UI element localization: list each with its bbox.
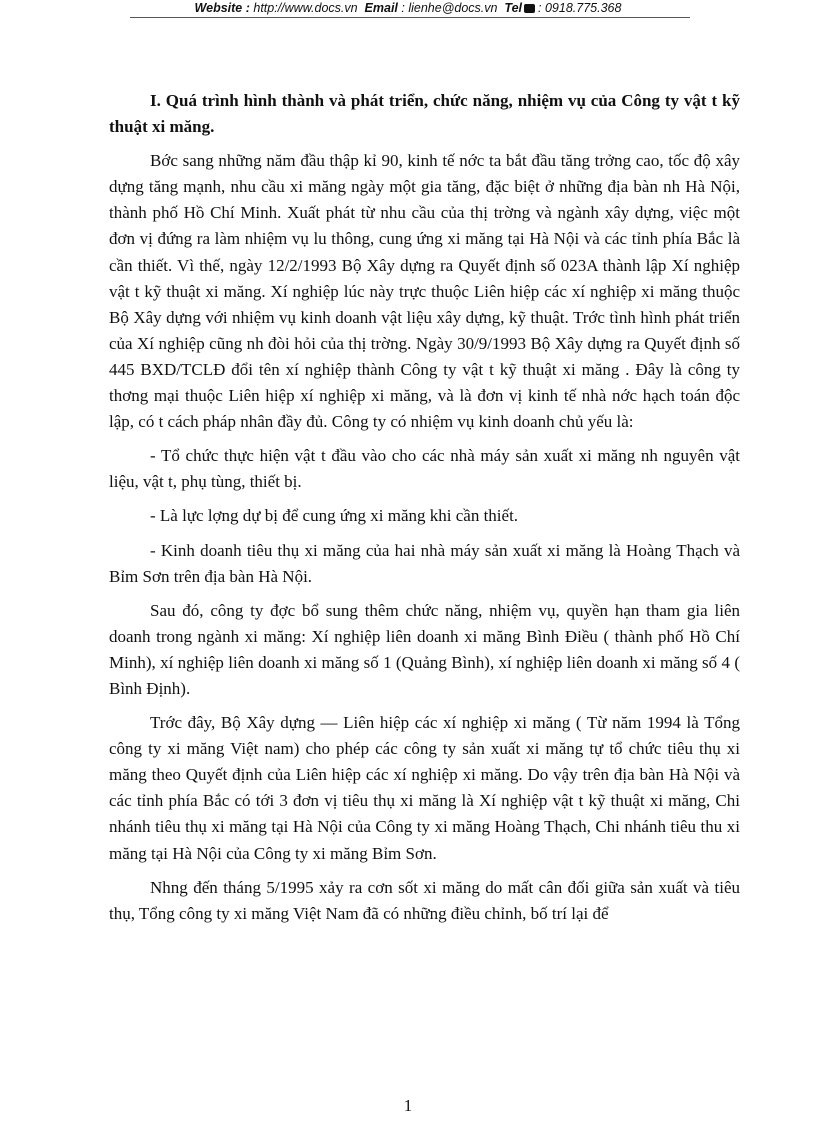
header-divider	[130, 17, 690, 18]
email-value[interactable]: : lienhe@docs.vn	[401, 1, 498, 15]
paragraph: Sau đó, công ty đợc bổ sung thêm chức năng, nhiệm vụ, quyền hạn tham gia liên doanh trong ngành xi măng: Xí nghiệp liên doanh xi măng Bình Điều ( thành phố Hồ Chí Minh), xí nghiệp liên doanh xi măng số 1 (Quảng Bình), xí nghiệp liên doanh xi măng số 4 ( Bình Định).	[109, 600, 740, 698]
page-number: 1	[403, 1096, 413, 1115]
website-label: Website :	[194, 1, 250, 15]
bullet-paragraph: - Là lực lợng dự bị để cung ứng xi măng khi cần thiết.	[150, 506, 519, 526]
bullet-paragraph: - Tổ chức thực hiện vật t đầu vào cho các nhà máy sản xuất xi măng nh nguyên vật liệu, vật t, phụ tùng, thiết bị.	[109, 446, 740, 492]
phone-icon	[524, 4, 535, 13]
paragraph: Trớc đây, Bộ Xây dựng — Liên hiệp các xí nghiệp xi măng ( Từ năm 1994 là Tổng công ty xi măng Việt nam) cho phép các công ty sản xuất xi măng tự tổ chức tiêu thụ xi măng theo Quyết định của Liên hiệp các xí nghiệp xi măng. Do vậy trên địa bàn Hà Nội và các tỉnh phía Bắc có tới 3 đơn vị tiêu thụ xi măng là Xí nghiệp vật t kỹ thuật xi măng, Chi nhánh tiêu thụ xi măng tại Hà Nội của Công ty xi măng Hoàng Thạch, Chi nhánh tiêu thu xi măng tại Hà Nội của Công ty xi măng Bỉm Sơn.	[109, 713, 740, 863]
paragraph: Nhng đến tháng 5/1995 xảy ra cơn sốt xi măng do mất cân đối giữa sản xuất và tiêu thụ, Tổng công ty xi măng Việt Nam đã có những điều chỉnh, bố trí lại để	[109, 877, 740, 923]
tel-label: Tel	[504, 1, 523, 15]
website-url[interactable]: http://www.docs.vn	[253, 1, 358, 15]
section-heading: I. Quá trình hình thành và phát triển, chức năng, nhiệm vụ của Công ty vật t kỹ thuật xi măng.	[109, 91, 740, 137]
paragraph: Bớc sang những năm đầu thập kỉ 90, kinh tế nớc ta bắt đầu tăng trởng cao, tốc độ xây dựng tăng mạnh, nhu cầu xi măng ngày một gia tăng, đặc biệt ở những địa bàn nh Hà Nội, thành phố Hồ Chí Minh. Xuất phát từ nhu cầu của thị trờng và ngành xây dựng, việc một đơn vị đứng ra làm nhiệm vụ lu thông, cung ứng xi măng tại Hà Nội và các tỉnh phía Bắc là cần thiết. Vì thế, ngày 12/2/1993 Bộ Xây dựng ra Quyết định số 023A thành lập Xí nghiệp vật t kỹ thuật xi măng. Xí nghiệp lúc này trực thuộc Liên hiệp các xí nghiệp xi măng thuộc Bộ Xây dựng với nhiệm vụ kinh doanh vật liệu xây dựng, kỹ thuật. Trớc tình hình phát triển của Xí nghiệp cũng nh đòi hỏi của thị trờng. Ngày 30/9/1993 Bộ Xây dựng ra Quyết định số 445 BXD/TCLĐ đổi tên xí nghiệp thành Công ty vật t kỹ thuật xi măng . Đây là công ty thơng mại thuộc Liên hiệp xí nghiệp xi măng, và là đơn vị kinh tế nhà nớc hạch toán độc lập, có t cách pháp nhân đầy đủ. Công ty có nhiệm vụ kinh doanh chủ yếu là:	[109, 151, 740, 432]
bullet-paragraph: - Kinh doanh tiêu thụ xi măng của hai nhà máy sản xuất xi măng là Hoàng Thạch và Bỉm Sơn trên địa bàn Hà Nội.	[109, 540, 740, 586]
document-body	[109, 88, 740, 927]
tel-value: : 0918.775.368	[538, 1, 622, 15]
email-label: Email	[364, 1, 398, 15]
